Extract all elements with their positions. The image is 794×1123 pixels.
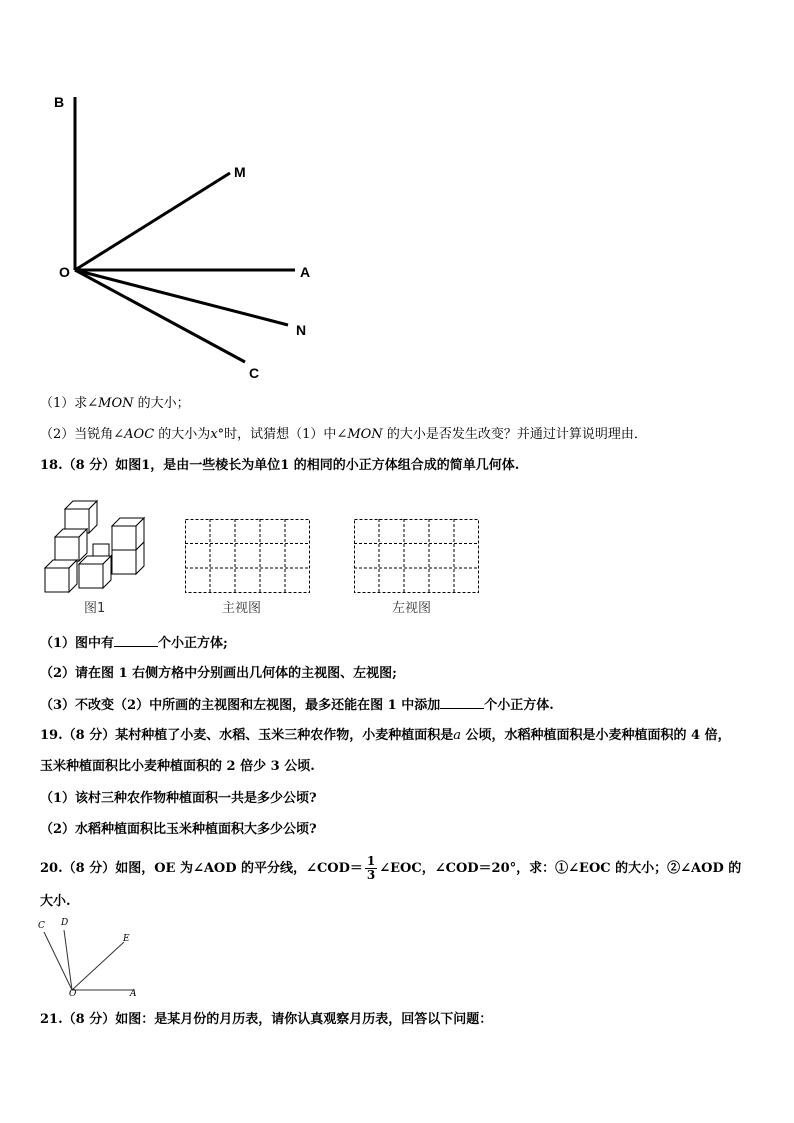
q17-part2: （2）当锐角∠AOC 的大小为x°时，试猜想（1）中∠MON 的大小是否发生改变？并通过计算说明理由． <box>40 427 647 442</box>
q20-stem-line2: 大小. <box>40 894 71 909</box>
point-label-O: O <box>59 264 70 280</box>
left-view-caption: 左视图 <box>392 601 432 616</box>
fraction-one-third: $\frac{1}{3}$ <box>366 854 376 882</box>
q17-angle-figure <box>0 0 794 390</box>
q20-label-A: A <box>130 989 137 999</box>
q18-part3: （3）不改变（2）中所画的主视图和左视图，最多还能在图 1 中添加 个小正方体. <box>40 698 554 713</box>
q20-label-D: D <box>61 918 69 928</box>
answer-blank-1[interactable] <box>114 634 158 647</box>
q19-part1: （1）该村三种农作物种植面积一共是多少公顷? <box>40 791 317 806</box>
front-view-grid[interactable] <box>185 519 311 594</box>
point-label-A: A <box>300 264 311 280</box>
point-label-C: C <box>249 365 260 381</box>
ray-OC <box>75 270 245 362</box>
q20-label-C: C <box>38 921 45 931</box>
q17-part1: （1）求∠MON 的大小； <box>40 396 190 411</box>
point-label-M: M <box>234 164 246 180</box>
q20-label-E: E <box>123 934 130 944</box>
point-label-N: N <box>296 322 307 338</box>
q18-stem: 18.（8 分）如图1，是由一些棱长为单位1 的相同的小正方体组合成的简单几何体. <box>40 458 520 473</box>
ray-ON <box>75 270 288 325</box>
q19-stem: 19.（8 分）某村种植了小麦、水稻、玉米三种农作物，小麦种植面积是a 公顷，水稻种植面积是小麦种植面积的 4 倍， <box>40 728 731 743</box>
front-view-caption: 主视图 <box>222 601 262 616</box>
q18-part2: （2）请在图 1 右侧方格中分别画出几何体的主视图、左视图; <box>40 666 397 681</box>
q21-stem: 21.（8 分）如图：是某月份的月历表，请你认真观察月历表，回答以下问题： <box>40 1012 493 1027</box>
q20-label-O: O <box>69 989 77 999</box>
q18-part1: （1）图中有 个小正方体; <box>40 636 228 651</box>
q18-cube-figure <box>40 492 155 602</box>
q19-part2: （2）水稻种植面积比玉米种植面积大多少公顷? <box>40 822 317 837</box>
left-view-grid[interactable] <box>354 519 480 594</box>
ray-OM <box>75 173 230 270</box>
q18-figure-caption: 图1 <box>84 601 106 616</box>
q19-stem-line2: 玉米种植面积比小麦种植面积的 2 倍少 3 公顷. <box>40 759 315 774</box>
answer-blank-2[interactable] <box>440 696 484 709</box>
q20-stem: 20.（8 分）如图，OE 为∠AOD 的平分线，∠COD＝ $\frac{1}{3}$ ∠EOC，∠COD＝20°，求：①∠EOC 的大小；②∠AOD 的 <box>40 854 742 882</box>
point-label-B: B <box>54 94 65 110</box>
